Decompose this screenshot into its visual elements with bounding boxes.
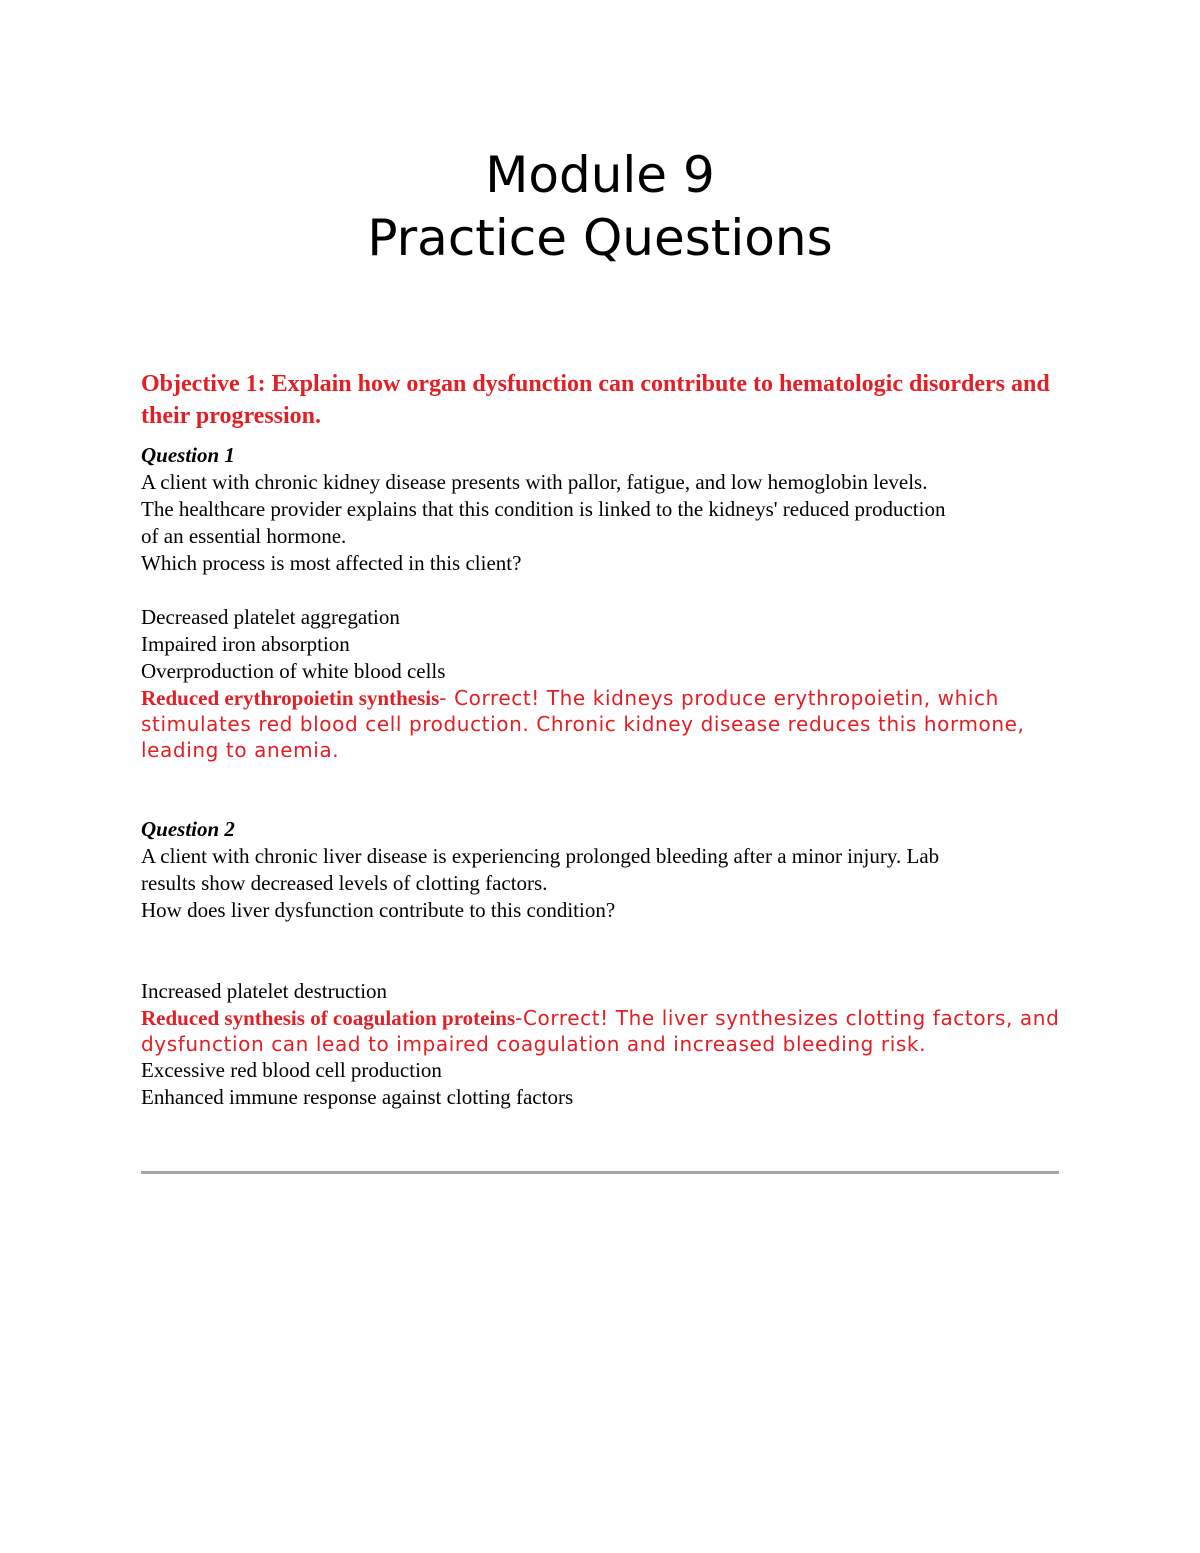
correct-answer [141,685,1061,763]
objective-heading: Objective 1: Explain how organ dysfunction can contribute to hematologic disorders and their progression. [141,371,1050,429]
answer-option: Overproduction of white blood cells [141,659,446,683]
answer-option: Impaired iron absorption [141,632,350,656]
horizontal-divider [141,1171,1059,1174]
question-stem-line: The healthcare provider explains that this condition is linked to the kidneys' reduced production [141,497,946,521]
correct-answer-label: Reduced erythropoietin synthesis [141,686,440,710]
question-heading: Question 1 [141,443,235,467]
correct-answer-label: Reduced synthesis of coagulation proteins [141,1006,516,1030]
correct-answer-explanation: - Correct! The kidneys produce erythropoietin, which stimulates red blood cell production. Chronic kidney disease reduces this hormone, leading to anemia. [141,686,1025,762]
correct-answer-explanation: -Correct! The liver synthesizes clotting factors, and dysfunction can lead to impaired coagulation and increased bleeding risk. [141,1006,1060,1056]
question-stem-line: A client with chronic kidney disease presents with pallor, fatigue, and low hemoglobin levels. [141,470,928,494]
question-heading: Question 2 [141,817,235,841]
answer-option: Excessive red blood cell production [141,1058,442,1082]
document-body [141,368,1061,1111]
answer-option: Enhanced immune response against clotting factors [141,1085,574,1109]
page-title-line-1: Module 9 [485,146,715,204]
question-block-2 [141,816,1061,1111]
page-title-line-2: Practice Questions [367,209,833,267]
correct-answer [141,1005,1061,1057]
question-stem-line: A client with chronic liver disease is experiencing prolonged bleeding after a minor injury. Lab [141,844,940,868]
answer-option: Decreased platelet aggregation [141,605,400,629]
question-stem-line: of an essential hormone. [141,524,347,548]
question-prompt: How does liver dysfunction contribute to this condition? [141,898,616,922]
question-block-1 [141,442,1061,763]
question-prompt: Which process is most affected in this client? [141,551,522,575]
question-stem-line: results show decreased levels of clotting factors. [141,871,548,895]
answer-option: Increased platelet destruction [141,979,388,1003]
